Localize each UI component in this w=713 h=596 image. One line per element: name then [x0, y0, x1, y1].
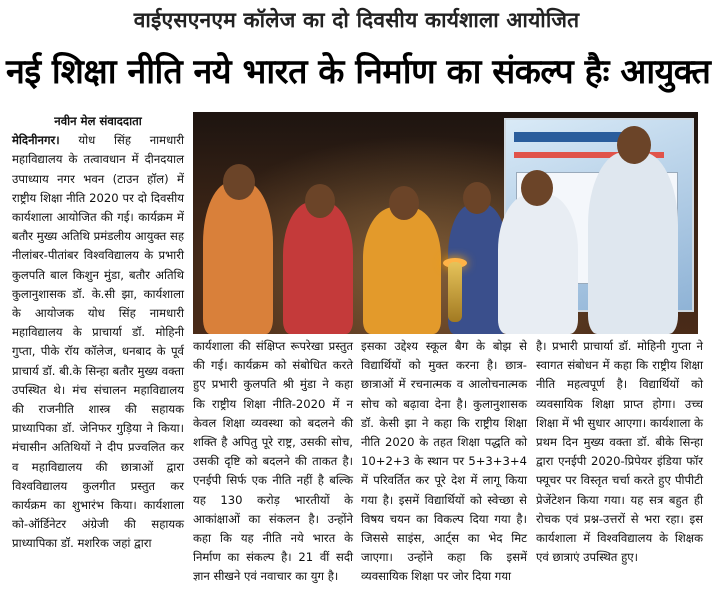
byline: नवीन मेल संवाददाता — [54, 114, 142, 128]
kicker-headline: वाईएसएनएम कॉलेज का दो दिवसीय कार्यशाला आयोजित — [133, 8, 580, 32]
column-2-text: कार्यशाला की संक्षिप्त रूपरेखा प्रस्तुत की गई। कार्यक्रम को संबोधित करते हुए प्रभारी कुलपति श्री मुंडा ने कहा कि राष्ट्रीय शिक्षा नीति-2020 में न केवल शिक्षा व्यवस्था को बदलने की शक्ति है अपितु पूरे राष्ट्र, उसकी सोच, उसकी दृष्टि को बदलने की ताकत है। एनईपी सिर्फ एक नीति नहीं है बल्कि यह 130 करोड़ भारतीयों के आकांक्षाओं का संकलन है। उन्होंने कहा कि यह नीति नये भारत के निर्माण का संकल्प है। 21 वीं सदी ज्ञान सीखने एवं नवाचार का युग है। — [193, 339, 353, 584]
guest-figure — [203, 182, 273, 334]
main-headline: नई शिक्षा नीति नये भारत के निर्माण का संकल्प हैः आयुक्त — [6, 52, 711, 92]
article-column-2 — [193, 337, 353, 587]
guest-figure — [283, 202, 353, 334]
article-column-1 — [12, 112, 184, 554]
column-3-text: इसका उद्देश्य स्कूल बैग के बोझ से विद्यार्थियों को मुक्त करना है। छात्र-छात्राओं में रचनात्मक व आलोचनात्मक सोच को बढ़ावा देना है। कुलानुशासक डॉ. केसी झा ने कहा कि राष्ट्रीय शिक्षा नीति 2020 के तहत शिक्षा पद्धति को 10+2+3 के स्थान पर 5+3+3+4 में परिवर्तित कर पूरे देश में लागू किया गया है। इसमें विद्यार्थियों को स्वेच्छा से विषय चयन का विकल्प दिया गया है। जिससे साइंस, आर्ट्स का भेद मिट जाएगा। उन्होंने कहा कि इसमें व्यवसायिक शिक्षा पर जोर दिया गया — [361, 339, 527, 584]
guest-figure — [363, 207, 441, 334]
dateline: मेदिनीनगर। — [12, 133, 60, 148]
article-column-4 — [536, 337, 703, 567]
event-photo — [193, 112, 698, 334]
ceremonial-lamp — [448, 262, 462, 322]
article-column-3 — [361, 337, 527, 587]
column-4-text: है। प्रभारी प्राचार्या डॉ. मोहिनी गुप्ता ने स्वागत संबोधन में कहा कि राष्ट्रीय शिक्षा नीति महत्वपूर्ण है। विद्यार्थियों को व्यवसायिक शिक्षा प्राप्त होगा। उच्च शिक्षा में भी सुधार आएगा। कार्यशाला के प्रथम दिन मुख्य वक्ता डॉ. बीके सिन्हा द्वारा एनईपी 2020-प्रिपेयर इंडिया फॉर फ्यूचर पर विस्तृत चर्चा करते हुए पीपीटी प्रेजेंटेशन किया गया। यह सत्र बहुत ही रोचक एवं प्रश्न-उत्तरों से भरा रहा। इस कार्यशाला में विश्वविद्यालय के शिक्षक एवं छात्राएं उपस्थित हुए। — [536, 339, 703, 565]
column-1-text: योध सिंह नामधारी महाविद्यालय के तत्वावधान में दीनदयाल उपाध्याय नगर भवन (टाउन हॉल) में राष्ट्रीय शिक्षा नीति 2020 पर दो दिवसीय कार्यशाला आयोजित की गई। कार्यक्रम में बतौर मुख्य अतिथि प्रमंडलीय आयुक्त सह नीलांबर-पीतांबर विश्वविद्यालय के प्रभारी कुलपति बाल किशुन मुंडा, बतौर अतिथि कुलानुशासक डॉ. के.सी झा, कार्यशाला के आयोजक योध सिंह नामधारी महाविद्यालय के प्राचार्या डॉ. मोहिनी गुप्ता, पीके रॉय कॉलेज, धनबाद के पूर्व प्राचार्य डॉ. बी.के सिन्हा बतौर मुख्य वक्ता उपस्थित थे। मंच संचालन महाविद्यालय की राजनीति शास्त्र की सहायक प्राध्यापिका डॉ. जेनिफर गुड़िया ने किया। मंचासीन अतिथियों ने दीप प्रज्वलित कर व महाविद्यालय की छात्राओं द्वारा विश्वविद्यालय कुलगीत प्रस्तुत कर कार्यक्रम का शुभारंभ किया। कार्यशाला को-ऑर्डिनेटर अंग्रेजी की सहायक प्राध्यापिका डॉ. मशरिक जहां द्वारा — [12, 133, 184, 551]
guest-figure — [498, 194, 578, 334]
guest-figure — [588, 152, 678, 334]
